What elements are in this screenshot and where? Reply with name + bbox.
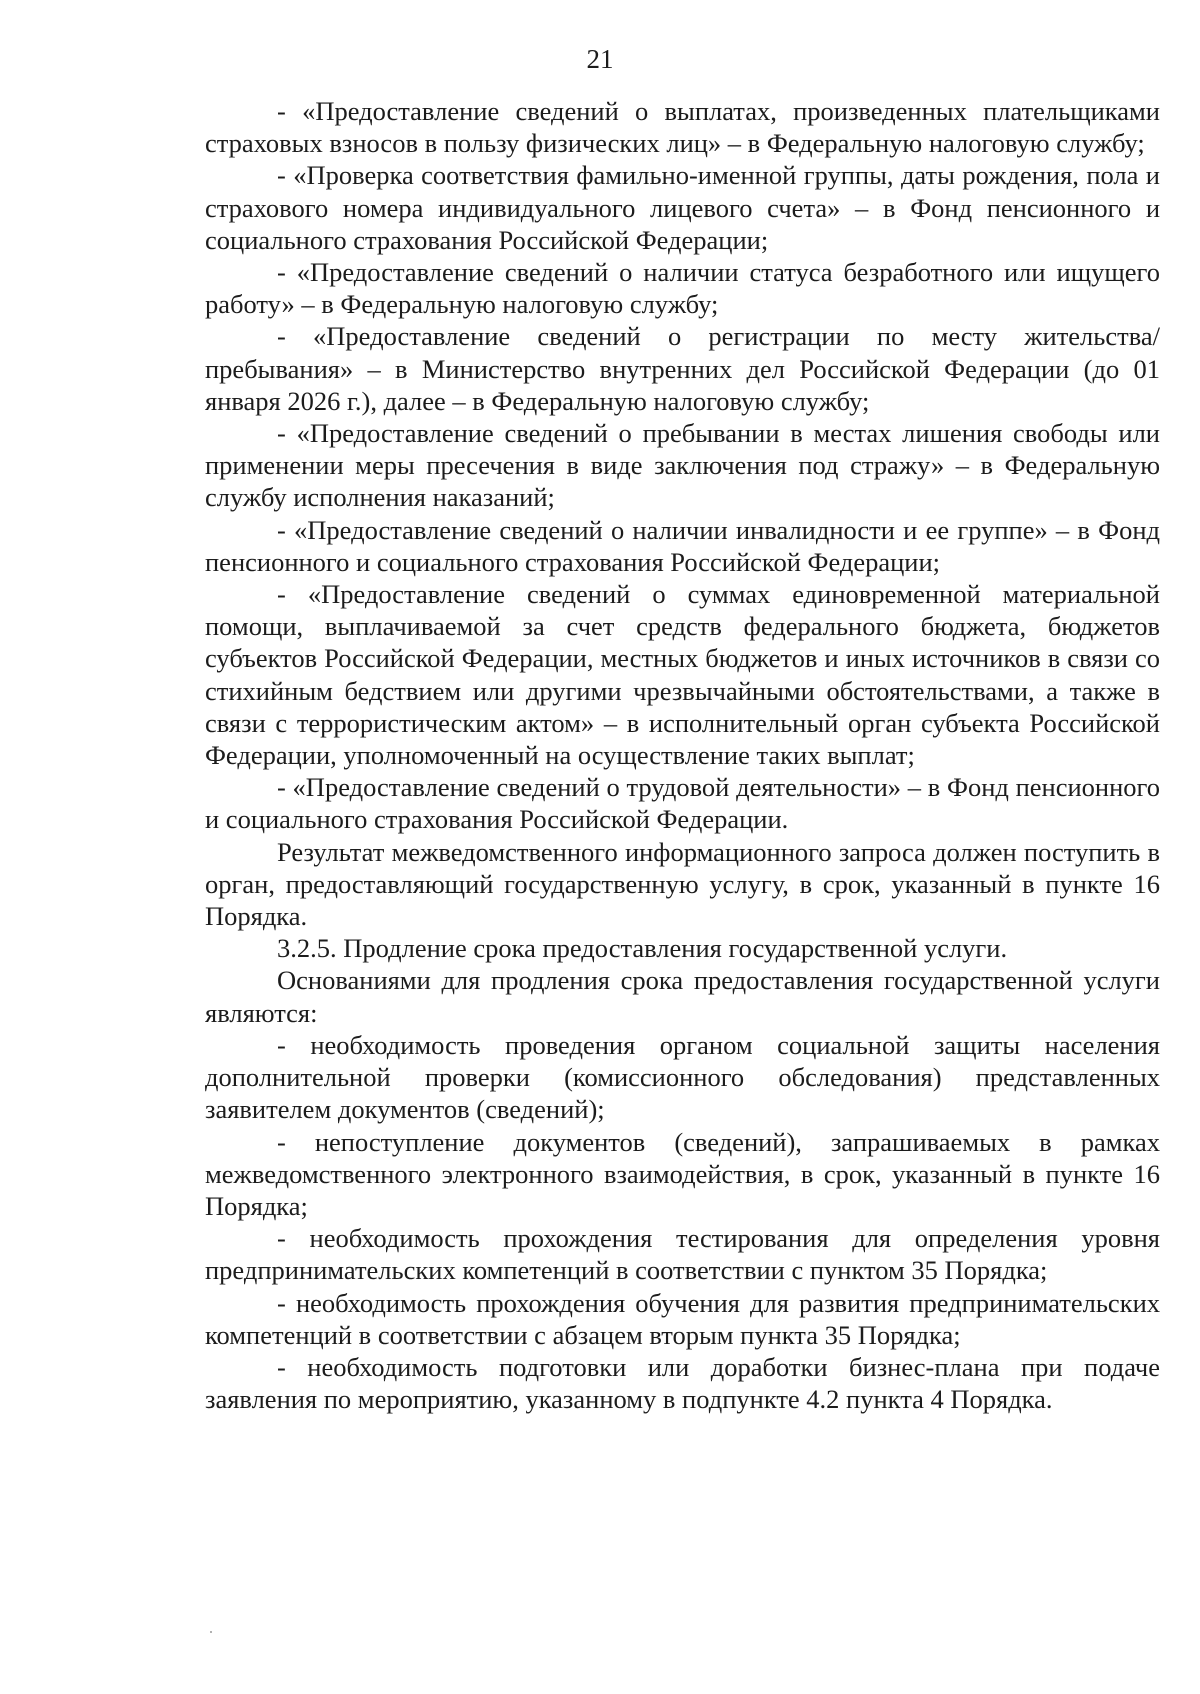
paragraph-disability: - «Предоставление сведений о наличии инвалидности и ее группе» – в Фонд пенсионного и социального страхования Российской Федерации; xyxy=(205,514,1160,577)
page-number: 21 xyxy=(586,44,614,74)
paragraph-registration: - «Предоставление сведений о регистрации по месту жительства/пребывания» – в Министерство внутренних дел Российской Федерации (до 01 января 2026 г.), далее – в Федеральную налоговую службу; xyxy=(205,321,1160,416)
paragraph-request-result: Результат межведомственного информационного запроса должен поступить в орган, предоставляющий государственную услугу, в срок, указанный в пункте 16 Порядка. xyxy=(205,836,1160,932)
paragraph-training: - необходимость прохождения обучения для развития предпринимательских компетенций в соответствии с абзацем вторым пункта 35 Порядка; xyxy=(205,1287,1160,1350)
paragraph-imprisonment: - «Предоставление сведений о пребывании в местах лишения свободы или применении меры пресечения в виде заключения под стражу» – в Федеральную службу исполнения наказаний; xyxy=(205,418,1160,513)
paragraph-sfr-identity-check: - «Проверка соответствия фамильно-именной группы, даты рождения, пола и страхового номера индивидуального лицевого счета» – в Фонд пенсионного и социального страхования Российской Федерации; xyxy=(205,160,1160,255)
document-body xyxy=(205,95,1160,1415)
paragraph-fns-payments: - «Предоставление сведений о выплатах, произведенных плательщиками страховых взносов в пользу физических лиц» – в Федеральную налоговую службу; xyxy=(205,96,1160,159)
paragraph-labor-activity: - «Предоставление сведений о трудовой деятельности» – в Фонд пенсионного и социального страхования Российской Федерации. xyxy=(205,772,1160,835)
section-heading-3-2-5: 3.2.5. Продление срока предоставления государственной услуги. xyxy=(277,933,1008,964)
paragraph-documents-not-received: - непоступление документов (сведений), запрашиваемых в рамках межведомственного электронного взаимодействия, в срок, указанный в пункте 16 Порядка; xyxy=(205,1126,1160,1221)
paragraph-extension-grounds: Основаниями для продления срока предоставления государственной услуги являются: xyxy=(205,965,1160,1028)
paragraph-material-aid: - «Предоставление сведений о суммах единовременной материальной помощи, выплачиваемой за счет средств федерального бюджета, бюджетов субъектов Российской Федерации, местных бюджетов и иных источников в связи со стихийным бедствием или другими чрезвычайными обстоятельствами, а также в связи с террористическим актом» – в исполнительный орган субъекта Российской Федерации, уполномоченный на осуществление таких выплат; xyxy=(205,579,1160,771)
paragraph-business-plan: - необходимость подготовки или доработки бизнес-плана при подаче заявления по мероприятию, указанному в подпункте 4.2 пункта 4 Порядка. xyxy=(205,1351,1160,1415)
paragraph-additional-check: - необходимость проведения органом социальной защиты населения дополнительной проверки (комиссионного обследования) представленных заявителем документов (сведений); xyxy=(205,1029,1160,1125)
paragraph-testing: - необходимость прохождения тестирования для определения уровня предпринимательских компетенций в соответствии с пунктом 35 Порядка; xyxy=(205,1223,1160,1286)
scan-speck xyxy=(210,1631,212,1633)
paragraph-unemployed-status: - «Предоставление сведений о наличии статуса безработного или ищущего работу» – в Федеральную налоговую службу; xyxy=(205,257,1160,320)
